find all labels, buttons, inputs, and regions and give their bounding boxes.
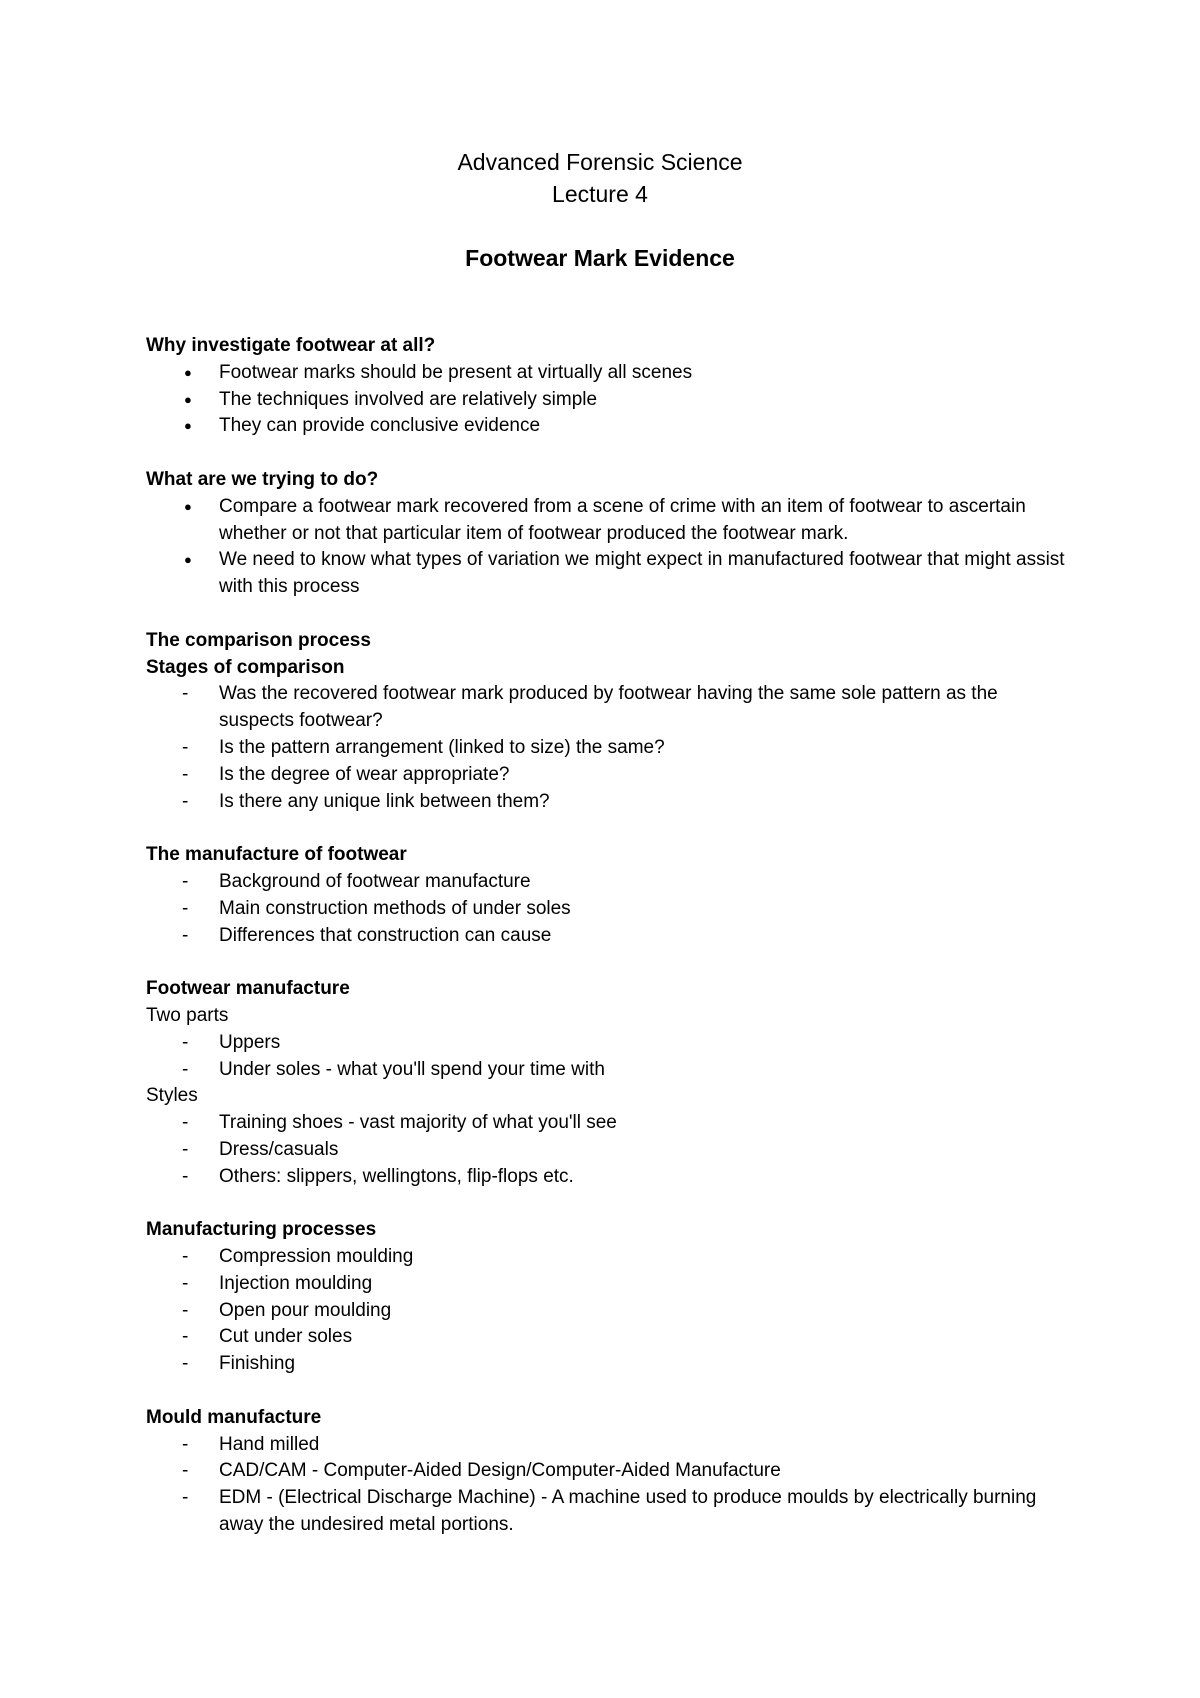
list-item — [146, 1110, 1066, 1137]
list-item — [146, 923, 1066, 950]
section-heading: Manufacturing processes — [146, 1219, 377, 1241]
list-item-text: Is there any unique link between them? — [219, 790, 550, 812]
list-item-text: The techniques involved are relatively simple — [219, 388, 598, 410]
section-heading: The manufacture of footwear — [146, 844, 407, 866]
title-spacer — [0, 210, 1200, 242]
list-item-text: CAD/CAM - Computer-Aided Design/Computer-Aided Manufacture — [219, 1460, 781, 1482]
bullet-list — [146, 360, 1066, 440]
dash-marker: - — [182, 1058, 189, 1080]
dash-marker: - — [182, 1138, 189, 1160]
list-item — [146, 387, 1066, 414]
list-item — [146, 360, 1066, 387]
list-item — [146, 1164, 1066, 1191]
list-item-text: They can provide conclusive evidence — [219, 415, 541, 437]
list-item-text: Open pour moulding — [219, 1299, 392, 1321]
dash-marker: - — [182, 1112, 189, 1134]
group-label: Styles — [146, 1085, 198, 1107]
section-heading: Mould manufacture — [146, 1406, 322, 1428]
dash-marker: - — [182, 1031, 189, 1053]
dash-list — [146, 681, 1066, 815]
list-item — [146, 1432, 1066, 1459]
group-label: Two parts — [146, 1004, 229, 1026]
list-item — [146, 1351, 1066, 1378]
list-item-text: Others: slippers, wellingtons, flip-flops etc. — [219, 1165, 574, 1187]
dash-marker: - — [182, 763, 189, 785]
dash-marker: - — [182, 1433, 189, 1455]
bullet-marker: ● — [184, 391, 192, 407]
list-item — [146, 1298, 1066, 1325]
section-heading: The comparison process — [146, 629, 371, 651]
list-item-text: Finishing — [219, 1353, 296, 1375]
list-item-text: EDM - (Electrical Discharge Machine) - A machine used to produce moulds by electrically burning away the undesired metal portions. — [219, 1487, 1037, 1536]
list-item — [146, 681, 1066, 735]
dash-marker: - — [182, 790, 189, 812]
bullet-marker: ● — [184, 364, 192, 380]
list-item — [146, 762, 1066, 789]
list-item — [146, 494, 1066, 548]
list-item-text: Was the recovered footwear mark produced by footwear having the same sole pattern as the suspects footwear? — [219, 683, 998, 732]
bullet-list — [146, 494, 1066, 601]
dash-marker: - — [182, 1326, 189, 1348]
dash-list — [146, 869, 1066, 949]
document-body — [146, 333, 1066, 1566]
dash-marker: - — [182, 1272, 189, 1294]
section-what-trying-to-do — [146, 467, 1066, 601]
section-heading: Footwear manufacture — [146, 978, 350, 1000]
section-why-investigate — [146, 333, 1066, 440]
section-comparison-process — [146, 628, 1066, 816]
list-item — [146, 547, 1066, 601]
bullet-marker: ● — [184, 498, 192, 514]
list-item-text: Training shoes - vast majority of what you'll see — [219, 1112, 617, 1134]
list-item — [146, 1137, 1066, 1164]
list-item-text: Dress/casuals — [219, 1138, 339, 1160]
list-item-text: Main construction methods of under soles — [219, 897, 571, 919]
list-item — [146, 1485, 1066, 1539]
list-item — [146, 789, 1066, 816]
list-item-text: Compare a footwear mark recovered from a scene of crime with an item of footwear to ascertain whether or not that particular item of footwear produced the footwear mark. — [219, 495, 1026, 544]
dash-marker: - — [182, 924, 189, 946]
title-block — [0, 146, 1200, 274]
list-item — [146, 413, 1066, 440]
section-manufacturing-processes — [146, 1217, 1066, 1378]
list-item — [146, 869, 1066, 896]
dash-marker: - — [182, 1165, 189, 1187]
document-subtitle: Footwear Mark Evidence — [465, 245, 735, 271]
dash-list — [146, 1432, 1066, 1539]
list-item-text: Differences that construction can cause — [219, 924, 552, 946]
dash-marker: - — [182, 870, 189, 892]
section-footwear-manufacture — [146, 976, 1066, 1190]
list-item — [146, 1458, 1066, 1485]
section-subheading: Stages of comparison — [146, 656, 345, 678]
list-item — [146, 1244, 1066, 1271]
section-mould-manufacture — [146, 1405, 1066, 1539]
dash-marker: - — [182, 1353, 189, 1375]
lecture-number: Lecture 4 — [552, 181, 648, 207]
section-heading: Why investigate footwear at all? — [146, 335, 436, 356]
list-item-text: Cut under soles — [219, 1326, 353, 1348]
list-item — [146, 1057, 1066, 1084]
list-item-text: Injection moulding — [219, 1272, 373, 1294]
list-item-text: Uppers — [219, 1031, 281, 1053]
dash-list — [146, 1110, 1066, 1190]
section-heading: What are we trying to do? — [146, 468, 379, 490]
list-item — [146, 1271, 1066, 1298]
list-item-text: Under soles - what you'll spend your time with — [219, 1058, 605, 1080]
list-item-text: We need to know what types of variation we might expect in manufactured footwear that might assist with this process — [219, 549, 1065, 598]
dash-list — [146, 1030, 1066, 1084]
list-item-text: Footwear marks should be present at virtually all scenes — [219, 361, 693, 383]
dash-marker: - — [182, 897, 189, 919]
section-manufacture-of-footwear — [146, 842, 1066, 949]
dash-marker: - — [182, 1299, 189, 1321]
dash-marker: - — [182, 1460, 189, 1482]
dash-marker: - — [182, 736, 189, 758]
list-item-text: Is the degree of wear appropriate? — [219, 763, 510, 785]
bullet-marker: ● — [184, 418, 192, 434]
list-item-text: Hand milled — [219, 1433, 320, 1455]
document-title: Advanced Forensic Science — [457, 149, 743, 175]
list-item — [146, 735, 1066, 762]
dash-marker: - — [182, 1487, 189, 1509]
list-item-text: Background of footwear manufacture — [219, 870, 531, 892]
list-item — [146, 896, 1066, 923]
bullet-marker: ● — [184, 552, 192, 568]
list-item-text: Compression moulding — [219, 1246, 414, 1268]
dash-list — [146, 1244, 1066, 1378]
list-item — [146, 1030, 1066, 1057]
dash-marker: - — [182, 683, 189, 705]
list-item-text: Is the pattern arrangement (linked to size) the same? — [219, 736, 665, 758]
dash-marker: - — [182, 1246, 189, 1268]
list-item — [146, 1324, 1066, 1351]
